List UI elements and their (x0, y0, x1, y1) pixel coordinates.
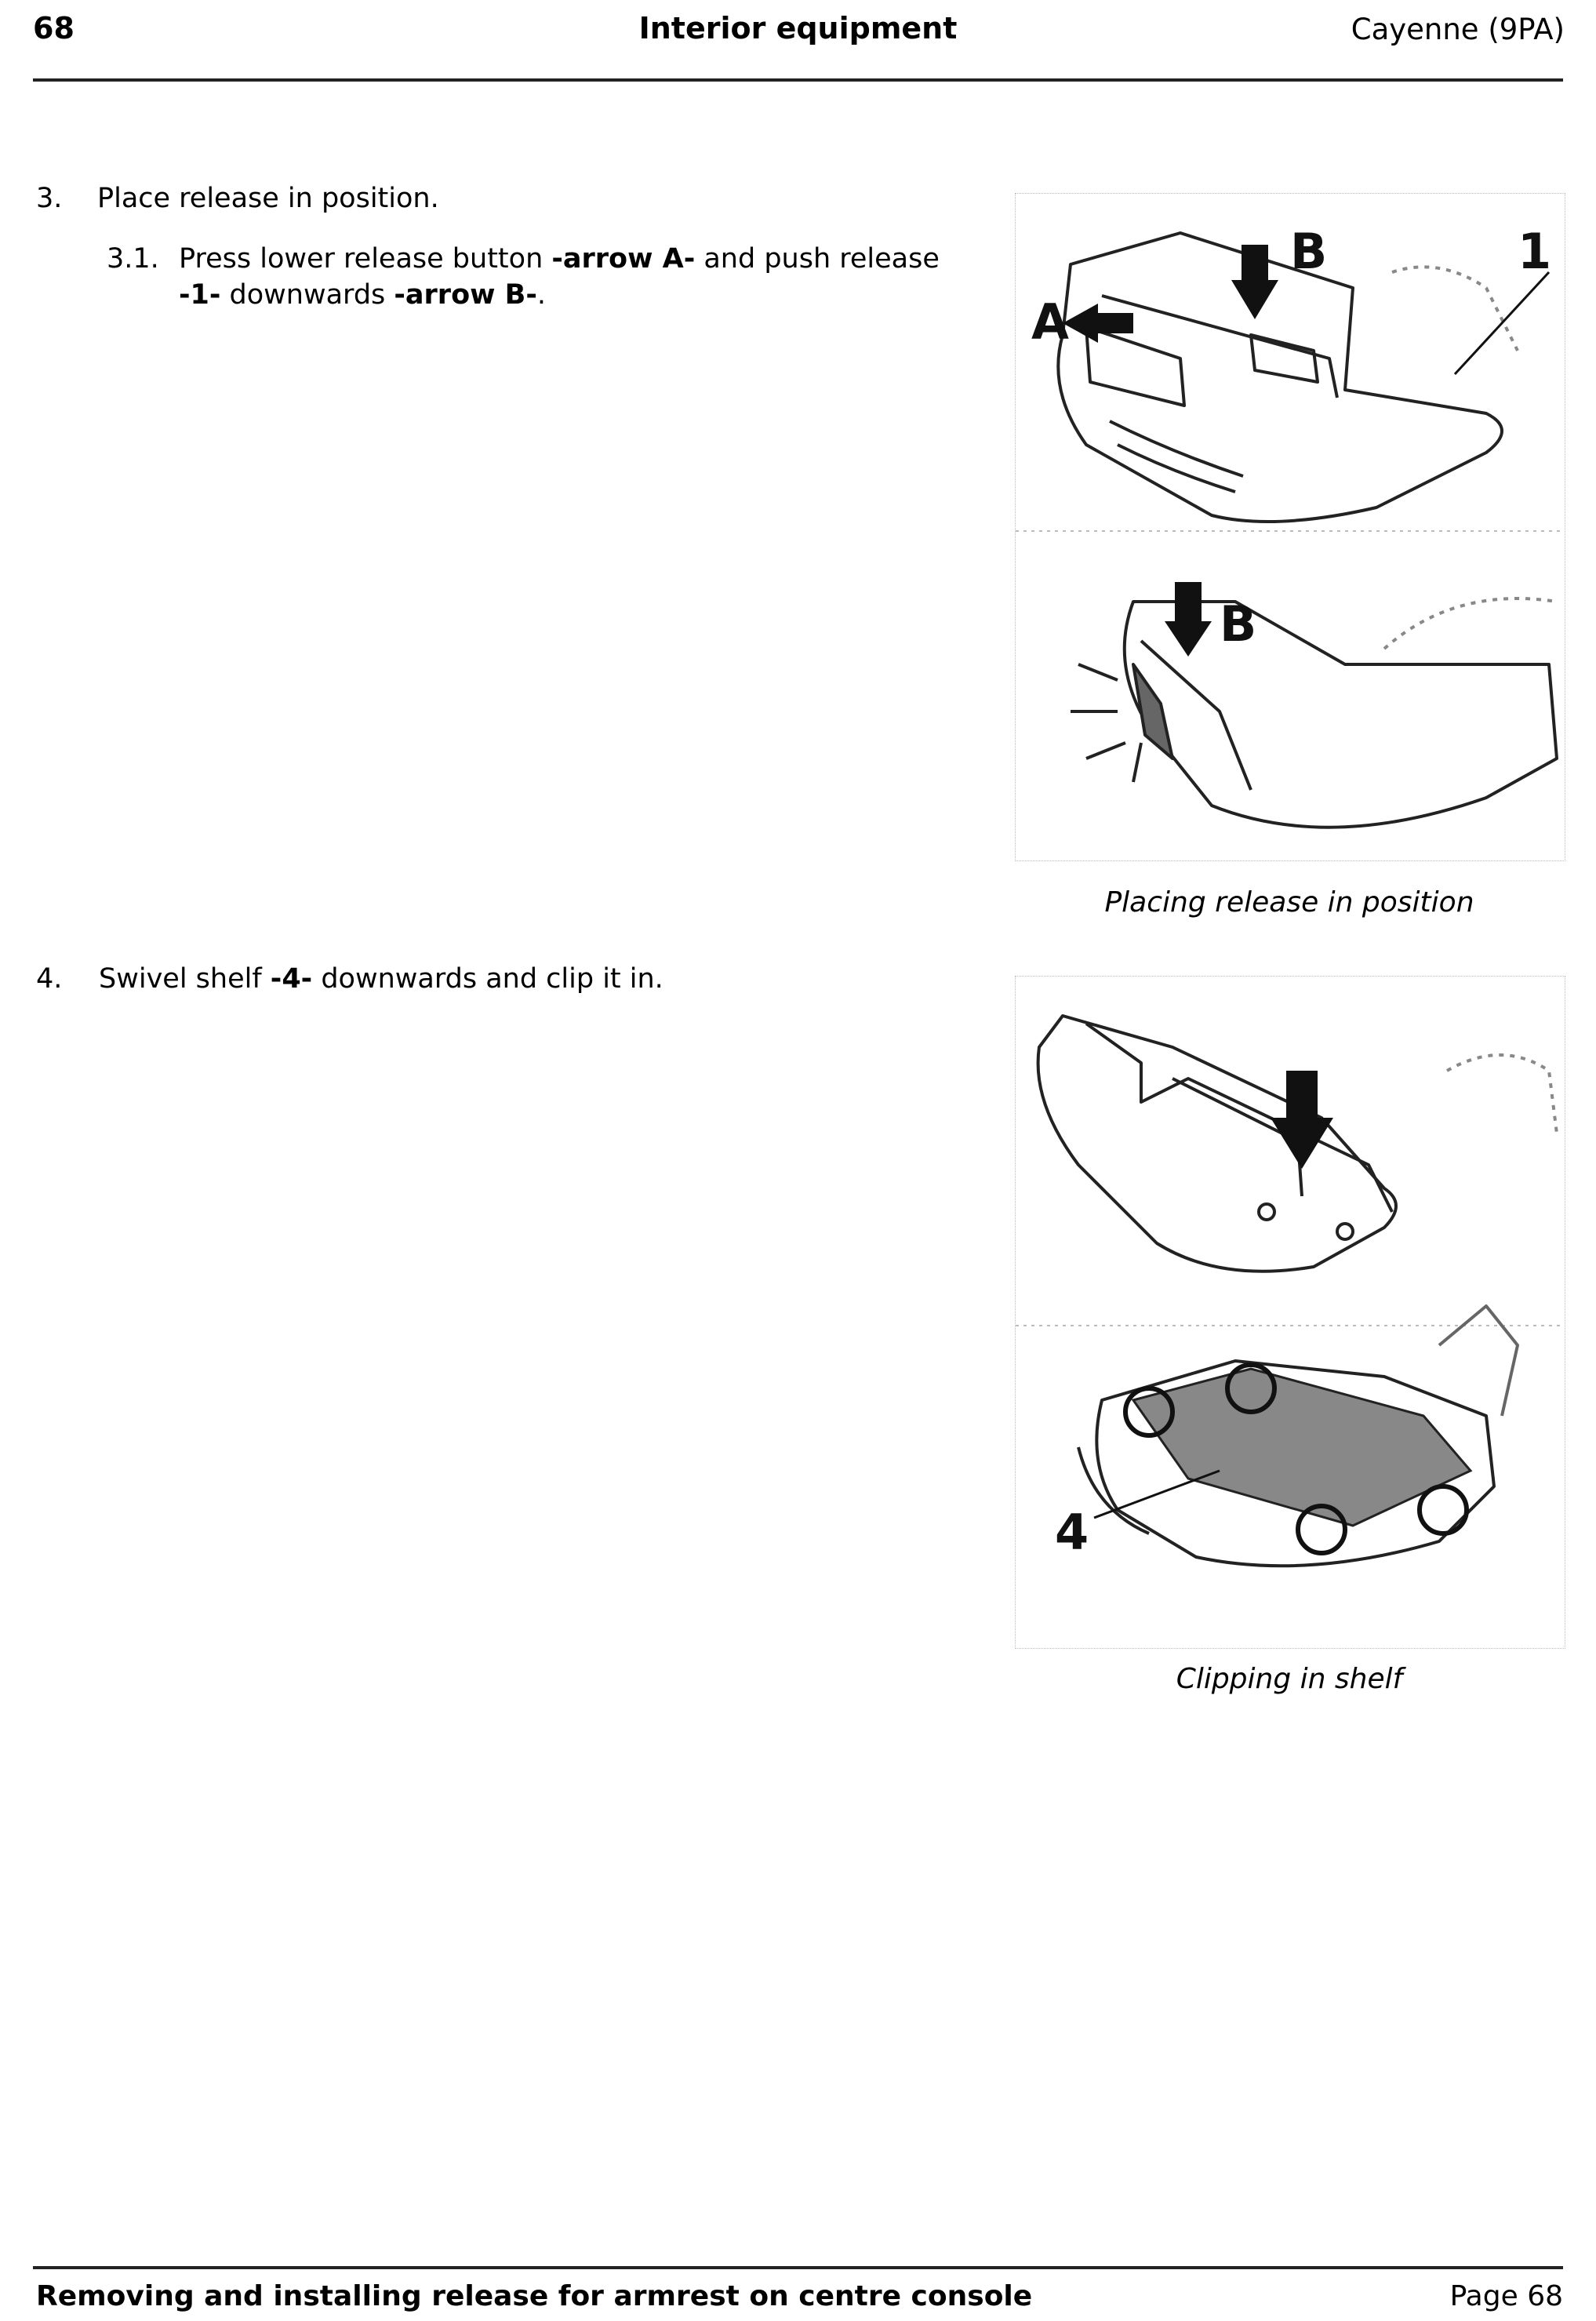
callout-ref: -arrow A- (551, 243, 696, 275)
text-run: Swivel shelf (99, 963, 271, 995)
callout-label: B (1290, 223, 1328, 280)
figure-caption: Clipping in shelf (1176, 1663, 1403, 1695)
figure-caption: Placing release in position (1104, 886, 1474, 919)
text-run: downwards and clip it in. (312, 963, 663, 995)
callout-label: B (1220, 595, 1257, 653)
page-number: 68 (33, 11, 75, 45)
step-text (179, 241, 971, 313)
text-run: . (536, 279, 546, 311)
callout-ref: -1- (179, 279, 221, 311)
header-rule (33, 78, 1563, 82)
figure-clipping-shelf (1015, 976, 1565, 1649)
section-title: Interior equipment (638, 11, 958, 45)
footer-page-label: Page 68 (1449, 2280, 1563, 2312)
figure-placing-release (1015, 193, 1565, 861)
callout-label: 1 (1518, 223, 1552, 280)
arrow-a-icon (1063, 304, 1133, 343)
release-illustration (1016, 194, 1565, 860)
model-label: Cayenne (9PA) (1351, 13, 1565, 46)
callout-label: 4 (1055, 1504, 1089, 1561)
arrow-b-icon (1231, 245, 1278, 319)
step-text (99, 961, 663, 997)
callout-ref: -arrow B- (394, 279, 537, 311)
step-number: 3. (36, 183, 63, 214)
text-run: and push release (695, 243, 940, 275)
step-number: 4. (36, 963, 63, 995)
step-text: Place release in position. (97, 183, 439, 214)
arrow-down-icon (1271, 1071, 1333, 1169)
shelf-illustration (1016, 977, 1565, 1648)
arrow-b-icon (1165, 582, 1212, 657)
text-run: Press lower release button (179, 243, 552, 275)
callout-label: A (1031, 293, 1069, 351)
footer-title: Removing and installing release for armrest on centre console (36, 2280, 1033, 2312)
callout-ref: -4- (270, 963, 313, 995)
footer-rule (33, 2266, 1563, 2269)
text-run: downwards (220, 279, 394, 311)
step-number: 3.1. (107, 243, 159, 275)
